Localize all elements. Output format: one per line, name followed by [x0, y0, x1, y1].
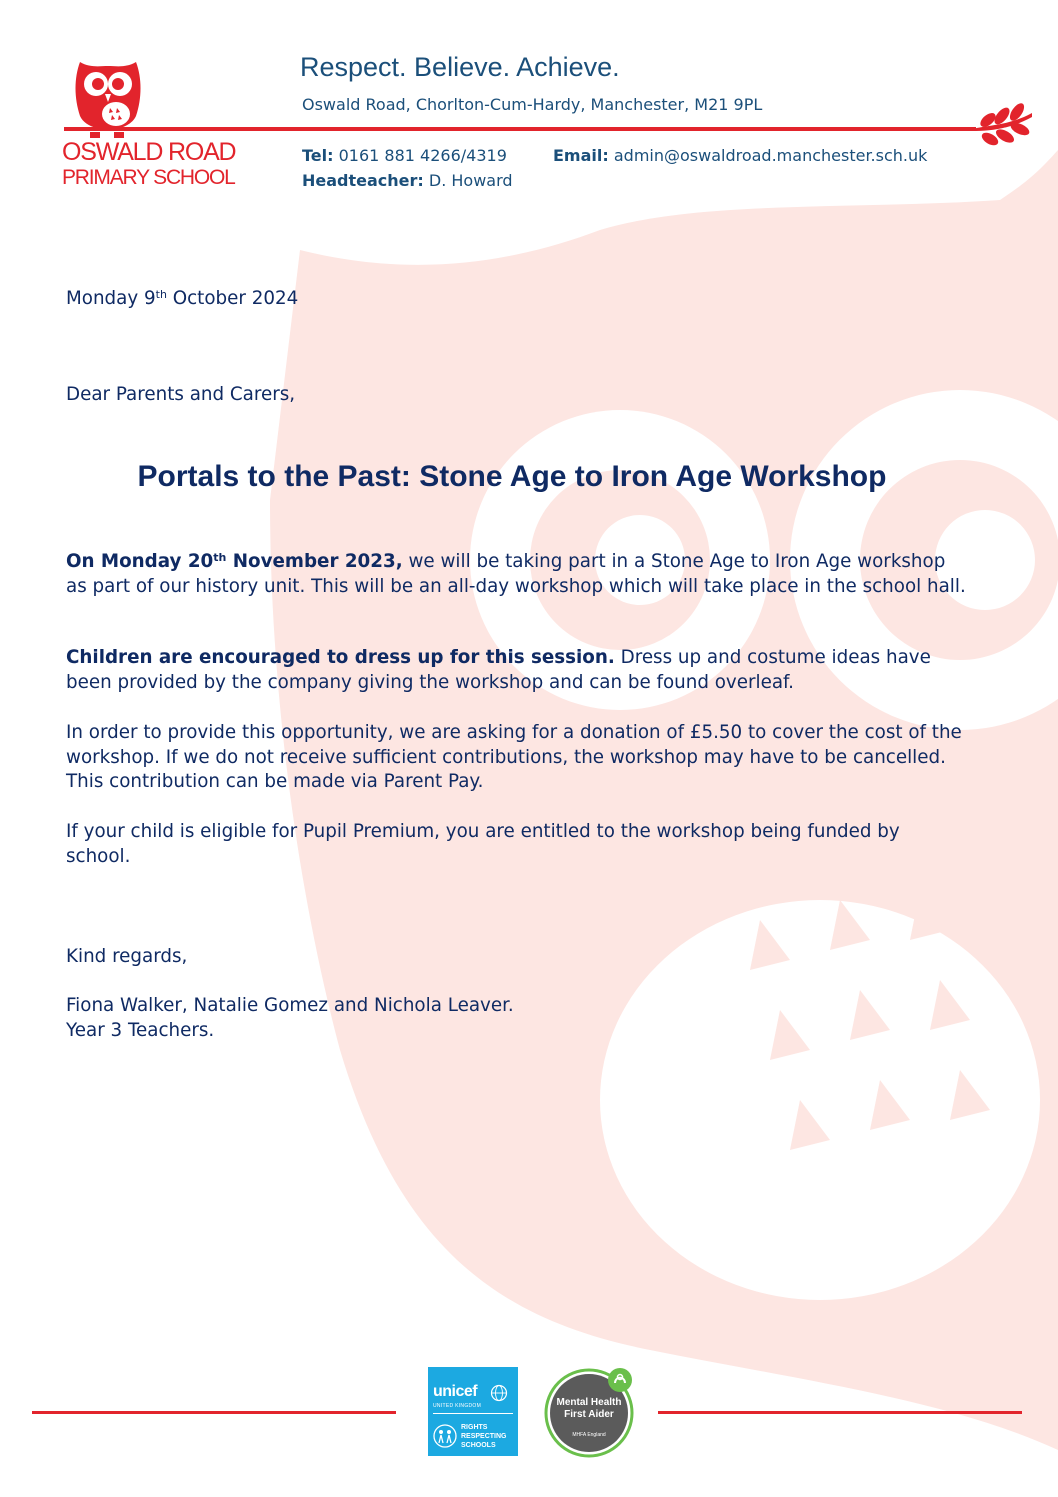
paragraph-workshop-date — [66, 546, 966, 599]
school-motto: Respect. Believe. Achieve. — [300, 52, 620, 82]
p1-bold-b: November 2023, — [226, 551, 403, 572]
contact-details — [302, 143, 513, 193]
unicef-name: unicef — [433, 1383, 478, 1400]
mhfa-label — [543, 1397, 635, 1421]
school-address: Oswald Road, Chorlton-Cum-Hardy, Manchester, M21 9PL — [302, 95, 763, 114]
rrs-figure-icon — [432, 1423, 458, 1449]
leaf-sprig-icon — [970, 103, 1034, 153]
unicef-rights-respecting-badge — [428, 1367, 518, 1456]
signature-block — [66, 994, 514, 1043]
rrs-label — [461, 1423, 516, 1450]
school-name-line1: OSWALD ROAD — [62, 138, 236, 166]
footer-divider-left — [32, 1411, 396, 1414]
email-value: admin@oswaldroad.manchester.sch.uk — [613, 146, 928, 165]
email-line — [553, 143, 927, 168]
p1-bold-sup: th — [213, 551, 227, 564]
paragraph-donation: In order to provide this opportunity, we are asking for a donation of £5.50 to cover the cost of the workshop. If we do not receive sufficient contributions, the workshop may have to be cancelled. This contribution can be made via Parent Pay. — [66, 722, 962, 792]
signers-names: Fiona Walker, Natalie Gomez and Nichola Leaver. — [66, 995, 514, 1016]
p1-text: we will be taking part in a Stone Age to Iron Age workshop as part of our history unit. This will be an all-day workshop which will take place in the school hall. — [66, 551, 966, 597]
headteacher-value: D. Howard — [428, 171, 513, 190]
header-divider — [64, 127, 976, 131]
p1-bold — [66, 551, 403, 572]
email-label: Email: — [553, 146, 609, 165]
letter-date — [66, 283, 298, 312]
mhfa-line1: Mental Health — [556, 1397, 622, 1408]
mhfa-small-label: MHFA England — [572, 1432, 606, 1438]
mhfa-line2: First Aider — [564, 1409, 614, 1420]
paragraph-dress-up — [66, 646, 966, 695]
unicef-country: UNITED KINGDOM — [433, 1403, 482, 1409]
p1-bold-a: On Monday 20 — [66, 551, 214, 572]
p2-text: Dress up and costume ideas have been provided by the company giving the workshop and can be found overleaf. — [66, 647, 931, 693]
headteacher-label: Headteacher: — [302, 171, 424, 190]
tel-label: Tel: — [302, 146, 334, 165]
unicef-rule — [433, 1413, 513, 1414]
school-name — [62, 140, 262, 188]
p2-bold: Children are encouraged to dress up for this session. — [66, 647, 615, 668]
date-day: Monday 9 — [66, 288, 156, 309]
rrs-line3: SCHOOLS — [461, 1442, 496, 1449]
letter-title: Portals to the Past: Stone Age to Iron Age Workshop — [137, 460, 887, 493]
tel-line — [302, 143, 513, 168]
rrs-line1: RIGHTS — [461, 1424, 488, 1431]
closing: Kind regards, — [66, 946, 188, 967]
paragraph-pupil-premium: If your child is eligible for Pupil Premium, you are entitled to the workshop being funded by school. — [66, 821, 900, 867]
headteacher-line — [302, 168, 513, 193]
globe-icon — [490, 1384, 508, 1402]
rrs-line2: RESPECTING — [461, 1433, 507, 1440]
date-rest: October 2024 — [166, 288, 299, 309]
school-name-line2: PRIMARY SCHOOL — [62, 166, 235, 189]
signers-role: Year 3 Teachers. — [66, 1019, 215, 1041]
footer-divider-right — [658, 1411, 1022, 1414]
salutation: Dear Parents and Carers, — [66, 384, 296, 405]
mhfa-badge — [543, 1366, 635, 1458]
tel-value: 0161 881 4266/4319 — [338, 146, 507, 165]
date-suffix: th — [155, 288, 167, 301]
school-logo — [62, 58, 262, 188]
